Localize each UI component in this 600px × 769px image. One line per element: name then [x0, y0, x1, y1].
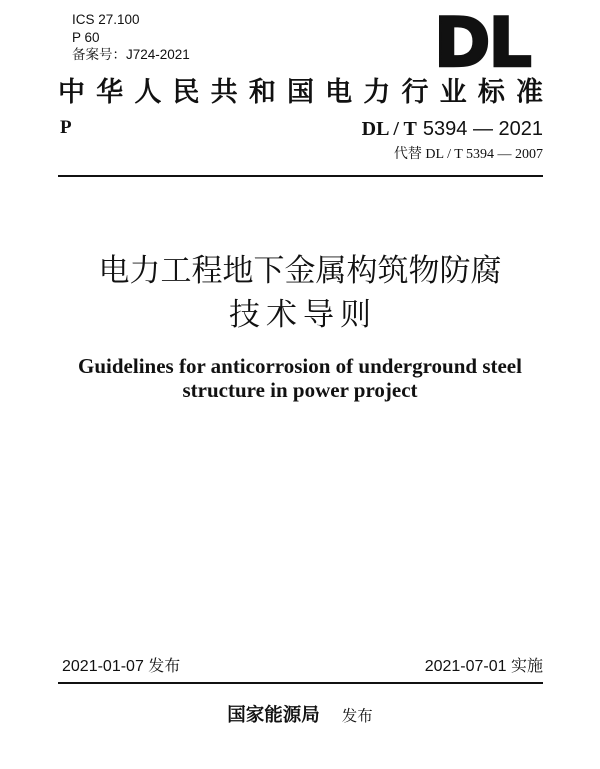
bottom-divider	[58, 682, 543, 684]
implementation-date: 2021-07-01 实施	[424, 658, 543, 675]
issue-date: 2021-01-07 发布	[62, 658, 181, 675]
dl-logo: DL	[434, 4, 530, 83]
english-title	[0, 354, 600, 402]
standard-category-title: 中华人民共和国电力行业标准	[58, 77, 543, 108]
standard-code-number: 5394 — 2021	[422, 118, 543, 140]
standard-code-prefix: DL / T	[361, 118, 417, 140]
replaces-standard: 代替 DL / T 5394 — 2007	[393, 147, 543, 162]
record-number: 备案号：J724-2021	[72, 47, 190, 62]
ccs-code: P 60	[72, 29, 100, 45]
english-title-line-2: structure in power project	[182, 378, 418, 402]
standard-code	[362, 116, 543, 141]
issuer-action: 发布	[341, 707, 373, 725]
chinese-title-line-2: 技术导则	[229, 297, 377, 333]
issuer-line	[0, 704, 600, 728]
chinese-title-line-1: 电力工程地下金属构筑物防腐	[98, 253, 502, 289]
ics-code: ICS 27.100	[72, 12, 140, 27]
issuing-authority: 国家能源局	[227, 705, 320, 726]
class-letter: P	[60, 117, 72, 138]
english-title-line-1: Guidelines for anticorrosion of underground steel	[78, 354, 522, 378]
classification-block	[72, 11, 190, 64]
top-divider	[58, 175, 543, 177]
